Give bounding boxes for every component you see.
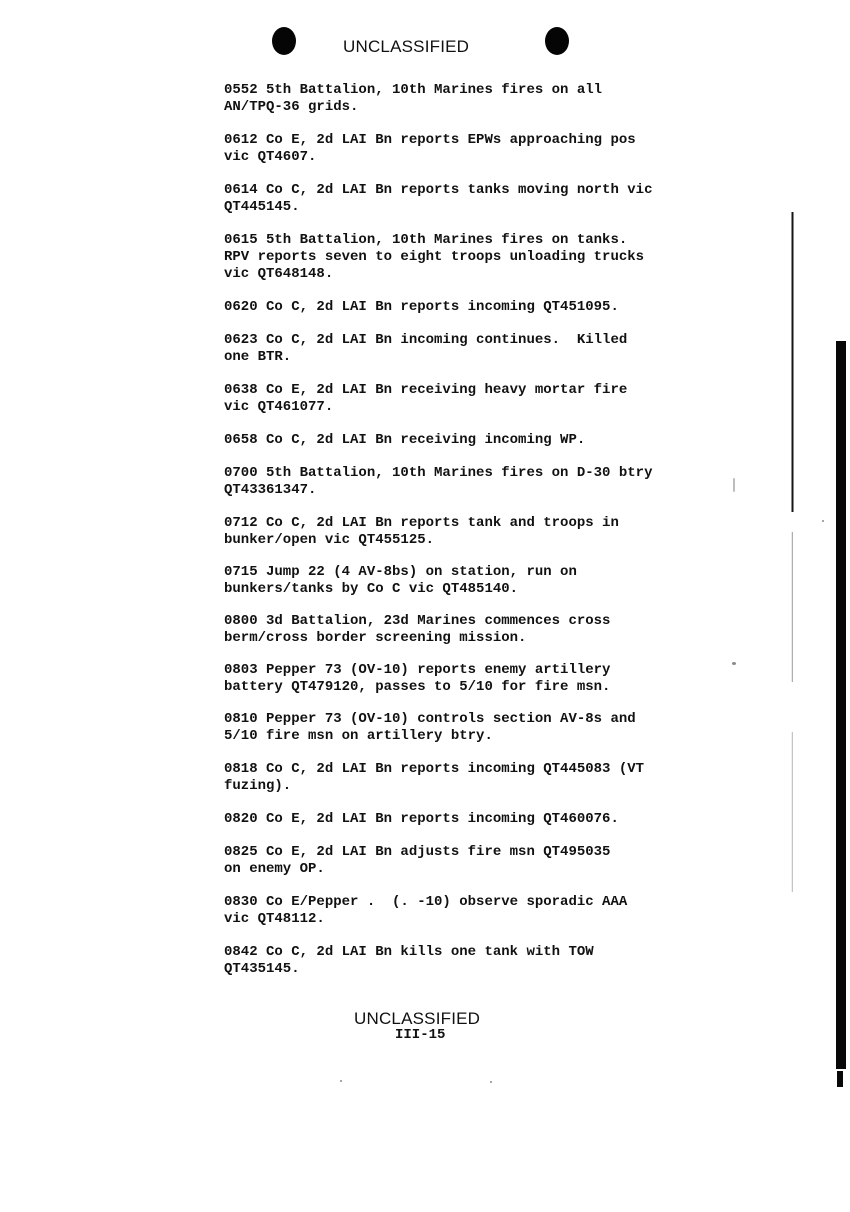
log-entry-0638: 0638 Co E, 2d LAI Bn receiving heavy mortar fire vic QT461077. <box>224 382 628 415</box>
log-entry-0842: 0842 Co C, 2d LAI Bn kills one tank with TOW QT435145. <box>224 944 594 977</box>
log-entry-0612: 0612 Co E, 2d LAI Bn reports EPWs approaching pos vic QT4607. <box>224 132 636 165</box>
log-entry-0614: 0614 Co C, 2d LAI Bn reports tanks moving north vic QT445145. <box>224 182 653 215</box>
log-entry-0620: 0620 Co C, 2d LAI Bn reports incoming QT451095. <box>224 299 619 315</box>
log-entry-0700: 0700 5th Battalion, 10th Marines fires on D-30 btry QT43361347. <box>224 465 653 498</box>
footer-classification: UNCLASSIFIED <box>354 1009 481 1028</box>
page-number: III-15 <box>395 1027 446 1043</box>
scan-speck <box>340 1080 342 1082</box>
margin-change-line <box>791 212 794 1212</box>
scan-speck <box>822 520 824 522</box>
scan-speck <box>490 1081 492 1083</box>
margin-mark <box>837 1071 843 1087</box>
log-entry-0800: 0800 3d Battalion, 23d Marines commences cross berm/cross border screening mission. <box>224 613 611 646</box>
header-classification: UNCLASSIFIED <box>343 37 470 56</box>
log-entry-0830: 0830 Co E/Pepper . (. -10) observe sporadic AAA vic QT48112. <box>224 894 628 927</box>
scan-speck <box>733 478 735 492</box>
log-entry-0658: 0658 Co C, 2d LAI Bn receiving incoming WP. <box>224 432 586 448</box>
margin-change-bar <box>836 341 846 1069</box>
log-entry-0825: 0825 Co E, 2d LAI Bn adjusts fire msn QT495035 on enemy OP. <box>224 844 611 877</box>
log-entry-0615: 0615 5th Battalion, 10th Marines fires on tanks. RPV reports seven to eight troops unloading trucks vic QT648148. <box>224 232 645 282</box>
log-entry-0803: 0803 Pepper 73 (OV-10) reports enemy artillery battery QT479120, passes to 5/10 for fire msn. <box>224 662 611 695</box>
scan-speck <box>732 662 736 665</box>
event-log <box>224 82 764 978</box>
log-entry-0810: 0810 Pepper 73 (OV-10) controls section AV-8s and 5/10 fire msn on artillery btry. <box>224 711 636 744</box>
log-entry-0715: 0715 Jump 22 (4 AV-8bs) on station, run on bunkers/tanks by Co C vic QT485140. <box>224 564 577 597</box>
log-entry-0623: 0623 Co C, 2d LAI Bn incoming continues. Killed one BTR. <box>224 332 628 365</box>
log-entry-0552: 0552 5th Battalion, 10th Marines fires on all AN/TPQ-36 grids. <box>224 82 603 115</box>
log-entry-0820: 0820 Co E, 2d LAI Bn reports incoming QT460076. <box>224 811 619 827</box>
punch-hole-left <box>272 27 296 55</box>
log-entry-0712: 0712 Co C, 2d LAI Bn reports tank and troops in bunker/open vic QT455125. <box>224 515 619 548</box>
punch-hole-right <box>545 27 569 55</box>
log-entry-0818: 0818 Co C, 2d LAI Bn reports incoming QT445083 (VT fuzing). <box>224 761 645 794</box>
